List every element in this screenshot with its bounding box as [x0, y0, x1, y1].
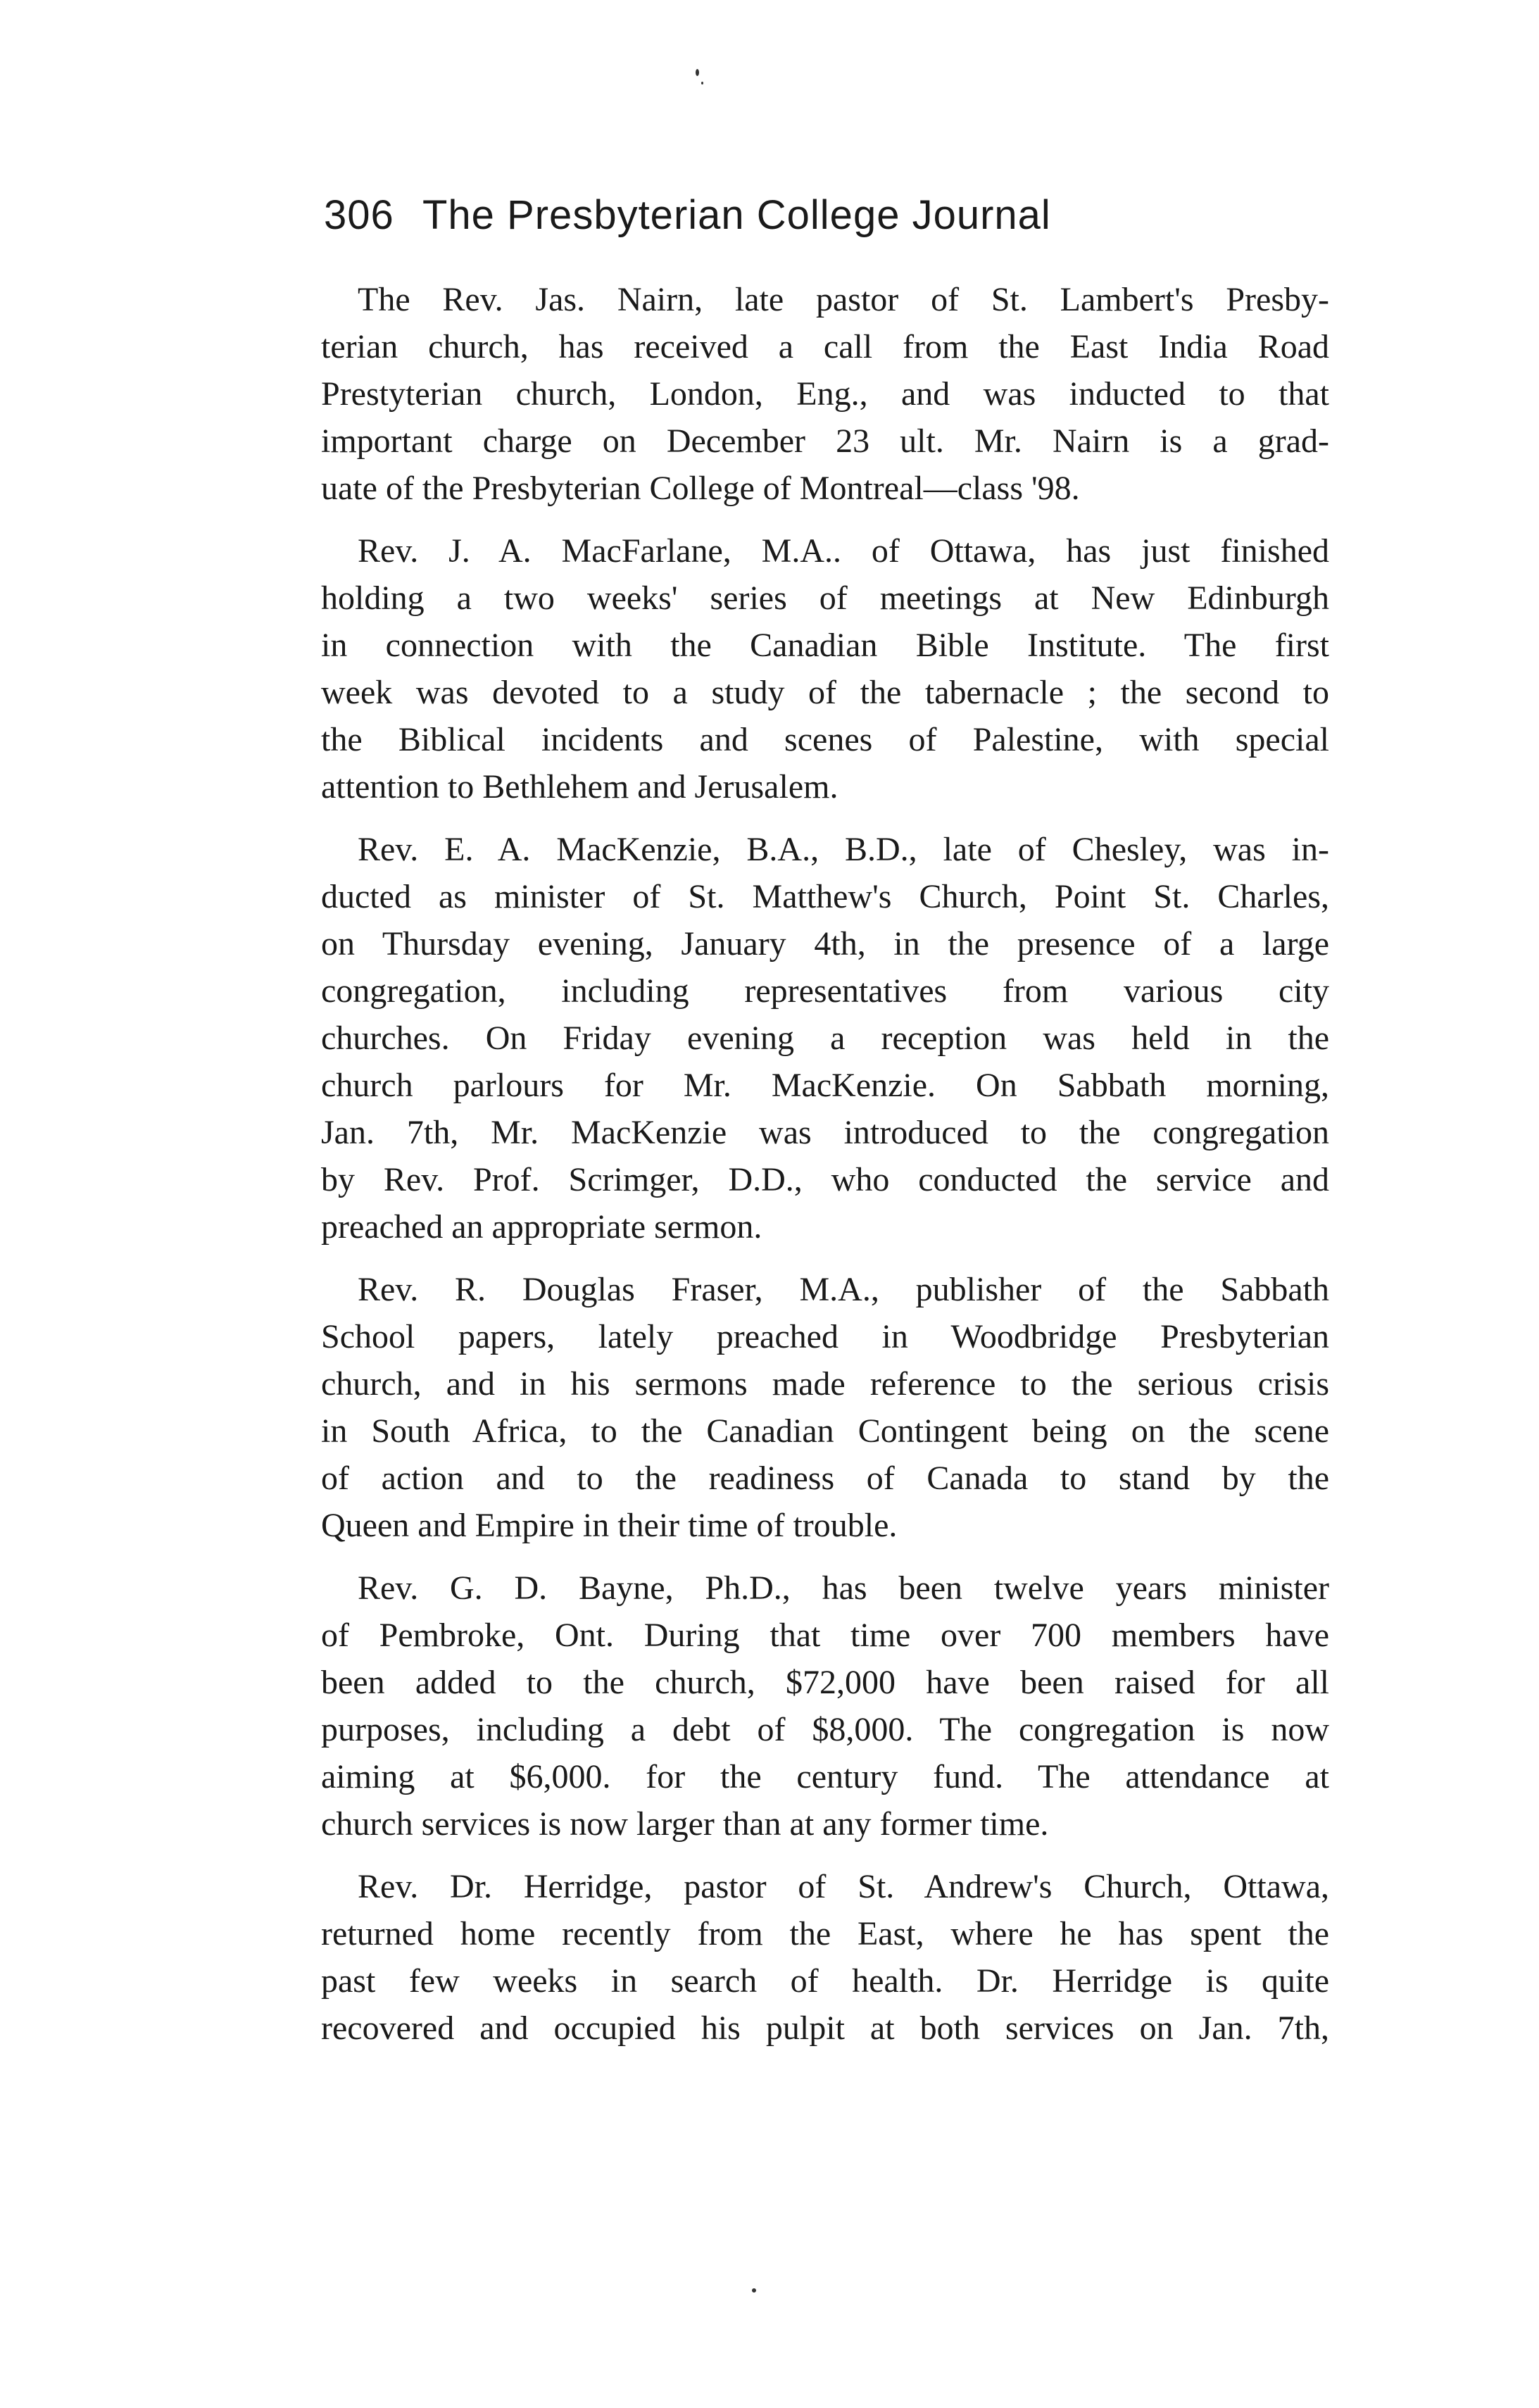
text-line: churches. On Friday evening a reception was held in the: [321, 1020, 1329, 1057]
paragraph-mackenzie: [321, 826, 1329, 1250]
text-line: the Biblical incidents and scenes of Palestine, with special: [321, 721, 1329, 758]
text-line: Rev. J. A. MacFarlane, M.A.. of Ottawa, has just finished: [358, 532, 1329, 570]
text-line: Rev. R. Douglas Fraser, M.A., publisher of the Sabbath: [358, 1271, 1329, 1308]
text-line: in South Africa, to the Canadian Contingent being on the scene: [321, 1412, 1329, 1450]
paragraph-bayne: [321, 1564, 1329, 1848]
text-line: past few weeks in search of health. Dr. Herridge is quite: [321, 1962, 1329, 2000]
page-number: 306: [324, 192, 394, 238]
article-body: [321, 276, 1329, 2052]
text-line: on Thursday evening, January 4th, in the presence of a large: [321, 925, 1329, 962]
text-line: congregation, including representatives from various city: [321, 972, 1329, 1010]
text-line: attention to Bethlehem and Jerusalem.: [321, 768, 838, 805]
text-line: ducted as minister of St. Matthew's Church, Point St. Charles,: [321, 878, 1329, 915]
ink-speck-top: [696, 69, 699, 76]
paragraph-macfarlane: [321, 527, 1329, 810]
text-line: of action and to the readiness of Canada to stand by the: [321, 1460, 1329, 1497]
text-line: recovered and occupied his pulpit at both services on Jan. 7th,: [321, 2009, 1329, 2047]
text-line: week was devoted to a study of the tabernacle ; the second to: [321, 674, 1329, 711]
text-line: terian church, has received a call from the East India Road: [321, 328, 1329, 365]
running-header: [324, 192, 1141, 248]
text-line: been added to the church, $72,000 have been raised for all: [321, 1664, 1329, 1701]
text-line: Rev. G. D. Bayne, Ph.D., has been twelve years minister: [358, 1569, 1329, 1607]
text-line: The Rev. Jas. Nairn, late pastor of St. Lambert's Presby-: [358, 281, 1329, 318]
text-line: School papers, lately preached in Woodbridge Presbyterian: [321, 1318, 1329, 1355]
text-line: church services is now larger than at any former time.: [321, 1805, 1049, 1843]
journal-title: The Presbyterian College Journal: [422, 192, 1051, 238]
text-line: Rev. Dr. Herridge, pastor of St. Andrew's Church, Ottawa,: [358, 1868, 1329, 1905]
text-line: preached an appropriate sermon.: [321, 1208, 762, 1246]
text-line: Prestyterian church, London, Eng., and was inducted to that: [321, 375, 1329, 413]
text-line: Jan. 7th, Mr. MacKenzie was introduced to the congregation: [321, 1114, 1329, 1151]
text-line: holding a two weeks' series of meetings at New Edinburgh: [321, 579, 1329, 617]
text-line: purposes, including a debt of $8,000. The congregation is now: [321, 1711, 1329, 1748]
text-line: church parlours for Mr. MacKenzie. On Sabbath morning,: [321, 1067, 1329, 1104]
text-line: church, and in his sermons made reference to the serious crisis: [321, 1365, 1329, 1403]
ink-speck-top-small: [701, 82, 703, 84]
paragraph-herridge: [321, 1863, 1329, 2052]
text-line: in connection with the Canadian Bible Institute. The first: [321, 627, 1329, 664]
paragraph-fraser: [321, 1266, 1329, 1549]
text-line: aiming at $6,000. for the century fund. The attendance at: [321, 1758, 1329, 1795]
text-line: of Pembroke, Ont. During that time over 700 members have: [321, 1617, 1329, 1654]
text-line: by Rev. Prof. Scrimger, D.D., who conducted the service and: [321, 1161, 1329, 1198]
text-line: Rev. E. A. MacKenzie, B.A., B.D., late of Chesley, was in-: [358, 831, 1329, 868]
text-line: returned home recently from the East, where he has spent the: [321, 1915, 1329, 1952]
text-line: important charge on December 23 ult. Mr. Nairn is a grad-: [321, 422, 1329, 460]
paragraph-nairn: [321, 276, 1329, 512]
text-line: Queen and Empire in their time of trouble.: [321, 1507, 898, 1544]
text-line: uate of the Presbyterian College of Montreal—class '98.: [321, 470, 1080, 507]
ink-speck-bottom: [752, 2288, 756, 2293]
